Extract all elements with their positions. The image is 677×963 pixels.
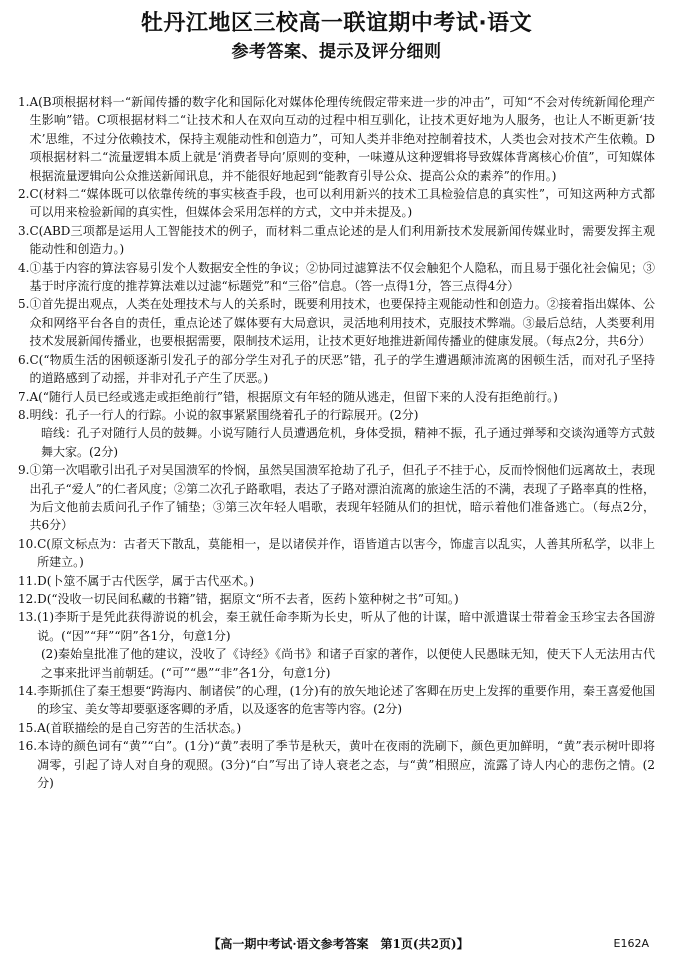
footer-page-info: 【高一期中考试·语文参考答案 第1页(共2页)】 [208, 937, 469, 951]
page-footer [0, 934, 677, 954]
answer-text: (1)李斯于是凭此获得游说的机会，秦王就任命李斯为长史，听从了他的计谋，暗中派遣谋士带着金玉珍宝去各国游说。(“因”“拜”“阴”各1分，句意1分) [37, 610, 655, 643]
answer-number: 3. [18, 223, 30, 238]
answer-number: 12. [18, 591, 38, 606]
answer-item-15 [18, 719, 655, 737]
answer-text: C(ABD三项都是运用人工智能技术的例子，而材料二重点论述的是人们利用新技术发展新闻传媒业时，需要发挥主观能动性和创造力。) [29, 223, 655, 257]
answer-item-9 [18, 461, 655, 535]
answer-item-1 [18, 93, 655, 185]
answer-number: 7. [18, 389, 30, 404]
answer-item-8 [18, 406, 655, 424]
answer-text: 明线：孔子一行人的行踪。小说的叙事紧紧围绕着孔子的行踪展开。(2分) [29, 407, 419, 422]
answer-number: 5. [18, 297, 30, 312]
answer-text: C(原文标点为：古者天下散乱，莫能相一，是以诸侯并作，语皆道古以害今，饰虚言以乱实，人善其所私学，以非上所建立。) [37, 536, 655, 570]
answer-text: 本诗的颜色词有“黄”“白”。(1分)“黄”表明了季节是秋天，黄叶在夜雨的洗刷下，颜色更加鲜明，“黄”表示树叶即将凋零，引起了诗人对自身的观照。(3分)“白”写出了诗人衰老之态，与“黄”相照应，流露了诗人内心的悲伤之情。(2分) [37, 739, 655, 791]
answer-text: D(“没收一切民间私藏的书籍”错，据原文“所不去者，医药卜筮种树之书”可知。) [37, 591, 459, 606]
footer-paper-code: E162A [613, 937, 649, 950]
answer-item-2 [18, 185, 655, 222]
answer-list [18, 93, 655, 792]
answer-text: ①第一次唱歌引出孔子对吴国溃军的怜悯，虽然吴国溃军抢劫了孔子，但孔子不挂于心，反而怜悯他们远离故土，表现出孔子“爱人”的仁者风度；②第二次孔子路歌唱，表达了子路对漂泊流离的旅途生活的不满，表现了子路率真的性格，为后文他前去质问孔子作了铺垫；③第三次年轻人唱歌，表现年轻随从们的担忧，暗示着他们准备逃亡。（每点2分，共6分） [29, 463, 655, 533]
page-title: 牡丹江地区三校高一联谊期中考试·语文 [140, 11, 533, 36]
answer-item-4 [18, 259, 655, 296]
answer-item-6 [18, 351, 655, 388]
answer-text: ①首先提出观点，人类在处理技术与人的关系时，既要利用技术，也要保持主观能动性和创造力。②接着指出媒体、公众和网络平台各自的责任，重点论述了媒体要有大局意识，灵活地利用技术，克服技术弊端。③最后总结，人类要利用技术发展新闻传播业，也要根据需要，限制技术运用，让技术更好地推进新闻传播业的健康发展。（每点2分，共6分） [29, 297, 655, 349]
answer-number: 2. [18, 187, 30, 202]
answer-number: 14. [18, 684, 38, 698]
answer-number: 16. [18, 739, 38, 754]
page-subtitle: 参考答案、提示及评分细则 [231, 42, 442, 62]
answer-number: 13. [18, 610, 38, 625]
answer-number: 11. [18, 573, 38, 588]
answer-number: 10. [18, 536, 38, 551]
answer-item-10 [18, 535, 655, 572]
answer-item-5 [18, 295, 655, 350]
answer-text: C(材料二“媒体既可以依靠传统的事实核查手段，也可以利用新兴的技术工具检验信息的真实性”，可知这两种方式都可以用来检验新闻的真实性，但媒体会采用怎样的方式，文中并未提及。) [29, 187, 655, 220]
answer-item-11 [18, 572, 655, 590]
answer-item-8-hidden-line: 暗线：孔子对随行人员的鼓舞。小说写随行人员遭遇危机，身体受损，精神不振，孔子通过弹琴和交谈沟通等方式鼓舞大家。(2分) [41, 426, 655, 459]
answer-item-7 [18, 388, 655, 406]
answer-number: 9. [18, 463, 30, 478]
answer-number: 1. [18, 95, 30, 109]
answer-text: A(“随行人员已经或逃走或拒绝前行”错，根据原文有年轻的随从逃走，但留下来的人没有拒绝前行。) [29, 389, 558, 404]
answer-text: C(“物质生活的困顿逐渐引发孔子的部分学生对孔子的厌恶”错，孔子的学生遭遇颠沛流离的困顿生活，而对孔子坚持的道路感到了动摇，并非对孔子产生了厌恶。) [29, 352, 655, 386]
answer-item-3 [18, 222, 655, 259]
answer-text: A(B项根据材料一“新闻传播的数字化和国际化对媒体伦理传统假定带来进一步的冲击”，可知“不会对传统新闻伦理产生影响”错。C项根据材料二“让技术和人在双向互动的过程中相互驯化，让技术更好地为人服务，也让人不断更新‘技术’思维，不过分依赖技术，保持主观能动性和创造力”，可知人类并非绝对控制着技术，人类也会对技术产生依赖。D项根据材料二“流量逻辑本质上就是‘消费者导向’原则的变种，一味遵从这种逻辑将导致媒体背离核心价值”，可知媒体根据流量逻辑向公众推送新闻讯息，并不能很好地起到“能教育引导公众、提高公众的素养”的作用。) [29, 95, 655, 183]
answer-text: 李斯抓住了秦王想要“跨海内、制诸侯”的心理，(1分)有的放矢地论述了客卿在历史上发挥的重要作用，秦王喜爱他国的珍宝、美女等却要驱逐客卿的矛盾，以及逐客的危害等内容。(2分) [37, 684, 655, 717]
answer-number: 8. [18, 407, 30, 422]
answer-number: 15. [18, 720, 38, 735]
answer-number: 4. [18, 260, 30, 275]
answer-text: A(首联描绘的是自己穷苦的生活状态。) [37, 720, 242, 735]
answer-text: D(卜筮不属于古代医学，属于古代巫术。) [37, 573, 255, 588]
answer-number: 6. [18, 352, 30, 367]
answer-item-13 [18, 608, 655, 645]
answer-item-13-part-2: (2)秦始皇批准了他的建议，没收了《诗经》《尚书》和诸子百家的著作，以便使人民愚昧无知，使天下人无法用古代之事来批评当前朝廷。(“可”“愚”“非”各1分，句意1分) [41, 647, 655, 680]
answer-item-12 [18, 590, 655, 608]
answer-item-16 [18, 737, 655, 792]
answer-item-14 [18, 682, 655, 719]
answer-text: ①基于内容的算法容易引发个人数据安全性的争议；②协同过滤算法不仅会触犯个人隐私，而且易于强化社会偏见；③基于时序流行度的推荐算法难以过滤“标题党”和“三俗”信息。（答一点得1分，答三点得4分） [29, 260, 655, 294]
